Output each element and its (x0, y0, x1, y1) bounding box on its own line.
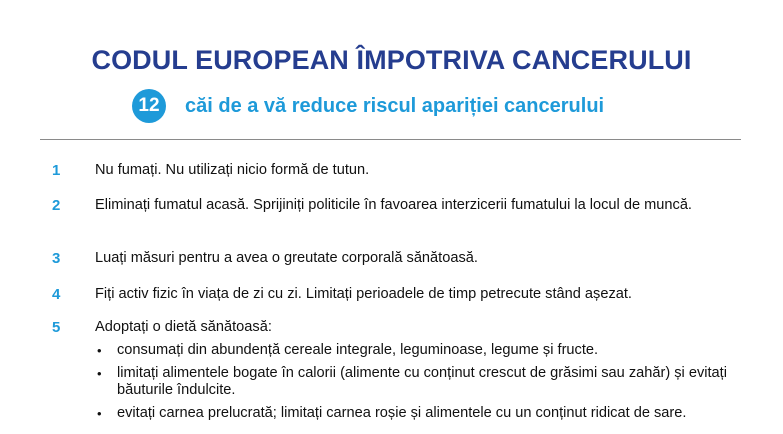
bullet-text: limitați alimentele bogate în calorii (alimente cu conținut crescut de grăsimi sau zahăr) și evitați băuturile îndulcite. (117, 365, 727, 398)
item-text: Luați măsuri pentru a avea o greutate corporală sănătoasă. (95, 250, 478, 266)
item-number: 4 (52, 286, 61, 303)
item-number: 3 (52, 250, 61, 267)
bullet-icon: • (97, 343, 102, 358)
number-badge: 12 (132, 89, 166, 123)
subtitle-row (132, 89, 604, 123)
bullet-icon: • (97, 406, 102, 421)
item-number: 5 (52, 319, 61, 336)
bullet-item (95, 342, 755, 359)
bullet-icon: • (97, 366, 102, 381)
bullet-item (95, 405, 755, 422)
page-title: CODUL EUROPEAN ÎMPOTRIVA CANCERULUI (91, 45, 692, 75)
bullet-text: consumați din abundență cereale integrale, leguminoase, legume și fructe. (117, 342, 599, 358)
bullet-text: evitați carnea prelucrată; limitați carnea roșie și alimentele cu un conținut ridicat de sare. (117, 405, 687, 421)
item-text: Nu fumați. Nu utilizați nicio formă de tutun. (95, 162, 370, 178)
bullet-item (95, 365, 755, 399)
item-number: 1 (52, 162, 61, 179)
item-text: Fiți activ fizic în viața de zi cu zi. Limitați perioadele de timp petrecute stând așezat. (95, 286, 632, 302)
divider (40, 139, 741, 140)
bullet-list (95, 342, 755, 422)
item-text: Adoptați o dietă sănătoasă: (95, 319, 272, 335)
page-subtitle: căi de a vă reduce riscul apariției cancerului (185, 94, 605, 117)
item-text: Eliminați fumatul acasă. Sprijiniți politicile în favoarea interzicerii fumatului la locul de muncă. (95, 197, 692, 213)
item-number: 2 (52, 197, 61, 214)
